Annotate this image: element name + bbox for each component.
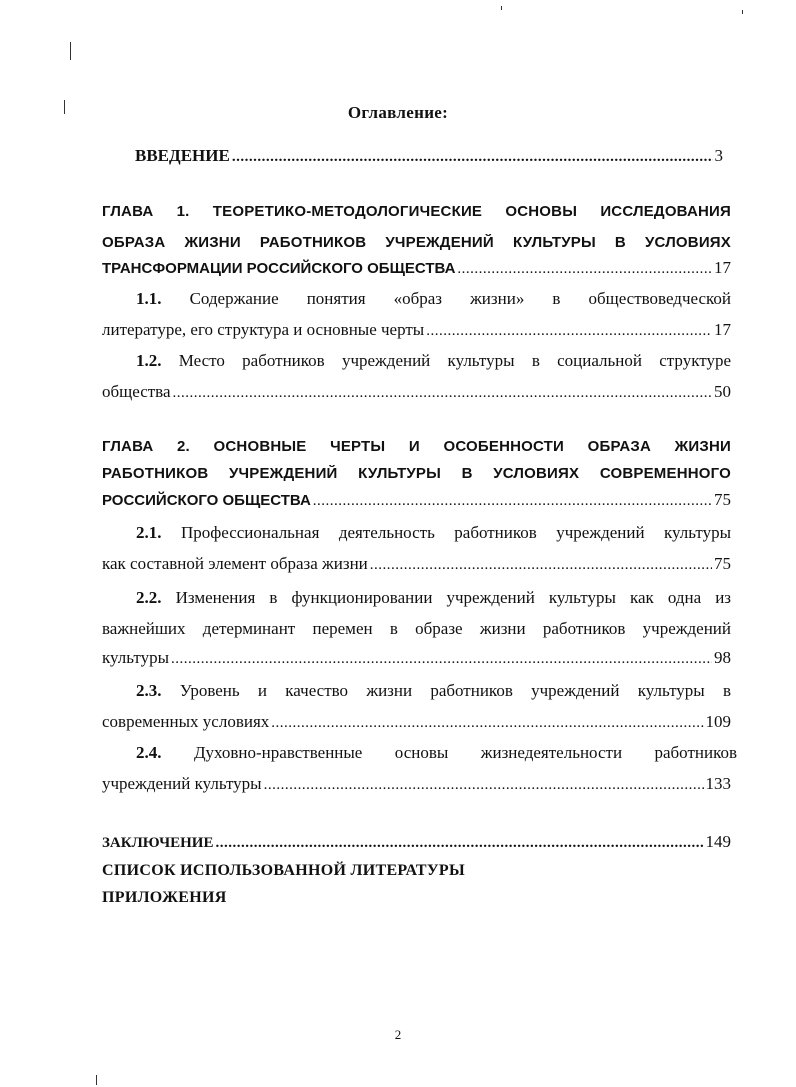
chapter1-heading-line3 <box>102 258 731 284</box>
page-title: Оглавление: <box>347 103 449 122</box>
dot-leader <box>232 149 713 166</box>
dot-leader <box>171 651 712 668</box>
section-2-1-line2 <box>102 554 731 580</box>
section-title-cont: культуры <box>102 648 169 667</box>
section-1-1-line2 <box>102 320 731 346</box>
chapter2-heading-line1: ГЛАВА 2. ОСНОВНЫЕ ЧЕРТЫ И ОСОБЕННОСТИ ОБРАЗА ЖИЗНИ <box>102 438 731 455</box>
dot-leader <box>271 715 703 732</box>
dot-leader <box>313 493 712 510</box>
dot-leader <box>215 835 703 852</box>
section-title: Место работников учреждений культуры в социальной структуре <box>178 351 731 370</box>
section-title: Содержание понятия «образ жизни» в обществоведческой <box>189 289 731 308</box>
section-title-cont: современных условиях <box>102 712 270 731</box>
dot-leader <box>173 385 712 402</box>
section-title: Профессиональная деятельность работников учреждений культуры <box>180 523 731 542</box>
toc-entry-appendix: ПРИЛОЖЕНИЯ <box>102 889 227 906</box>
dot-leader <box>457 261 712 278</box>
section-1-2-line1 <box>136 351 731 377</box>
section-number: 2.4. <box>136 743 162 762</box>
dot-leader <box>426 323 712 340</box>
section-2-4-line1 <box>136 743 737 769</box>
section-2-2-line2: важнейших детерминант перемен в образе жизни работников учреждений <box>102 619 731 638</box>
section-title-cont: учреждений культуры <box>102 774 262 793</box>
section-title-cont: общества <box>102 382 171 401</box>
toc-page-number: 149 <box>705 832 731 851</box>
section-2-1-line1 <box>136 523 731 549</box>
toc-page-number: 50 <box>714 382 731 401</box>
section-2-4-line2 <box>102 774 731 800</box>
section-title-cont: как составной элемент образа жизни <box>102 554 368 573</box>
section-2-3-line2 <box>102 712 731 738</box>
toc-page-number: 3 <box>714 146 723 165</box>
section-number: 2.1. <box>136 523 162 542</box>
scan-mark <box>96 1075 97 1085</box>
toc-entry-label: ТРАНСФОРМАЦИИ РОССИЙСКОГО ОБЩЕСТВА <box>102 260 456 277</box>
section-number: 1.1. <box>136 289 162 308</box>
toc-page-number: 17 <box>714 320 731 339</box>
toc-page-number: 109 <box>705 712 731 731</box>
chapter1-heading-line2: ОБРАЗА ЖИЗНИ РАБОТНИКОВ УЧРЕЖДЕНИЙ КУЛЬТУРЫ В УСЛОВИЯХ <box>102 234 731 251</box>
toc-page-number: 75 <box>714 554 731 573</box>
toc-page-number: 17 <box>714 258 731 277</box>
section-number: 1.2. <box>136 351 162 370</box>
scan-mark <box>742 10 743 14</box>
section-1-1-line1 <box>136 289 731 315</box>
toc-entry-conclusion <box>102 832 731 858</box>
section-2-2-line1 <box>136 588 731 614</box>
toc-page-number: 75 <box>714 490 731 509</box>
section-number: 2.2. <box>136 588 162 607</box>
section-title-cont: литературе, его структура и основные черты <box>102 320 425 339</box>
toc-entry-label: РОССИЙСКОГО ОБЩЕСТВА <box>102 492 311 509</box>
toc-page-number: 133 <box>705 774 731 793</box>
toc-entry-label: ЗАКЛЮЧЕНИЕ <box>102 835 214 851</box>
section-title: Изменения в функционировании учреждений культуры как одна из <box>175 588 731 607</box>
section-title: Духовно-нравственные основы жизнедеятельности работников <box>193 743 737 762</box>
toc-entry-label: ВВЕДЕНИЕ <box>135 146 230 165</box>
toc-entry-intro <box>135 146 723 172</box>
section-title: Уровень и качество жизни работников учреждений культуры в <box>179 681 731 700</box>
section-number: 2.3. <box>136 681 162 700</box>
page-number: 2 <box>394 1027 402 1042</box>
chapter2-heading-line3 <box>102 490 731 516</box>
chapter2-heading-line2: РАБОТНИКОВ УЧРЕЖДЕНИЙ КУЛЬТУРЫ В УСЛОВИЯХ СОВРЕМЕННОГО <box>102 465 731 482</box>
dot-leader <box>370 557 712 574</box>
section-2-2-line3 <box>102 648 731 674</box>
toc-page-number: 98 <box>714 648 731 667</box>
section-1-2-line2 <box>102 382 731 408</box>
chapter1-heading-line1: ГЛАВА 1. ТЕОРЕТИКО-МЕТОДОЛОГИЧЕСКИЕ ОСНОВЫ ИССЛЕДОВАНИЯ <box>102 203 731 220</box>
dot-leader <box>264 777 704 794</box>
section-2-3-line1 <box>136 681 731 707</box>
toc-entry-references: СПИСОК ИСПОЛЬЗОВАННОЙ ЛИТЕРАТУРЫ <box>102 862 466 879</box>
scan-mark <box>70 42 71 60</box>
scan-mark <box>501 6 502 10</box>
